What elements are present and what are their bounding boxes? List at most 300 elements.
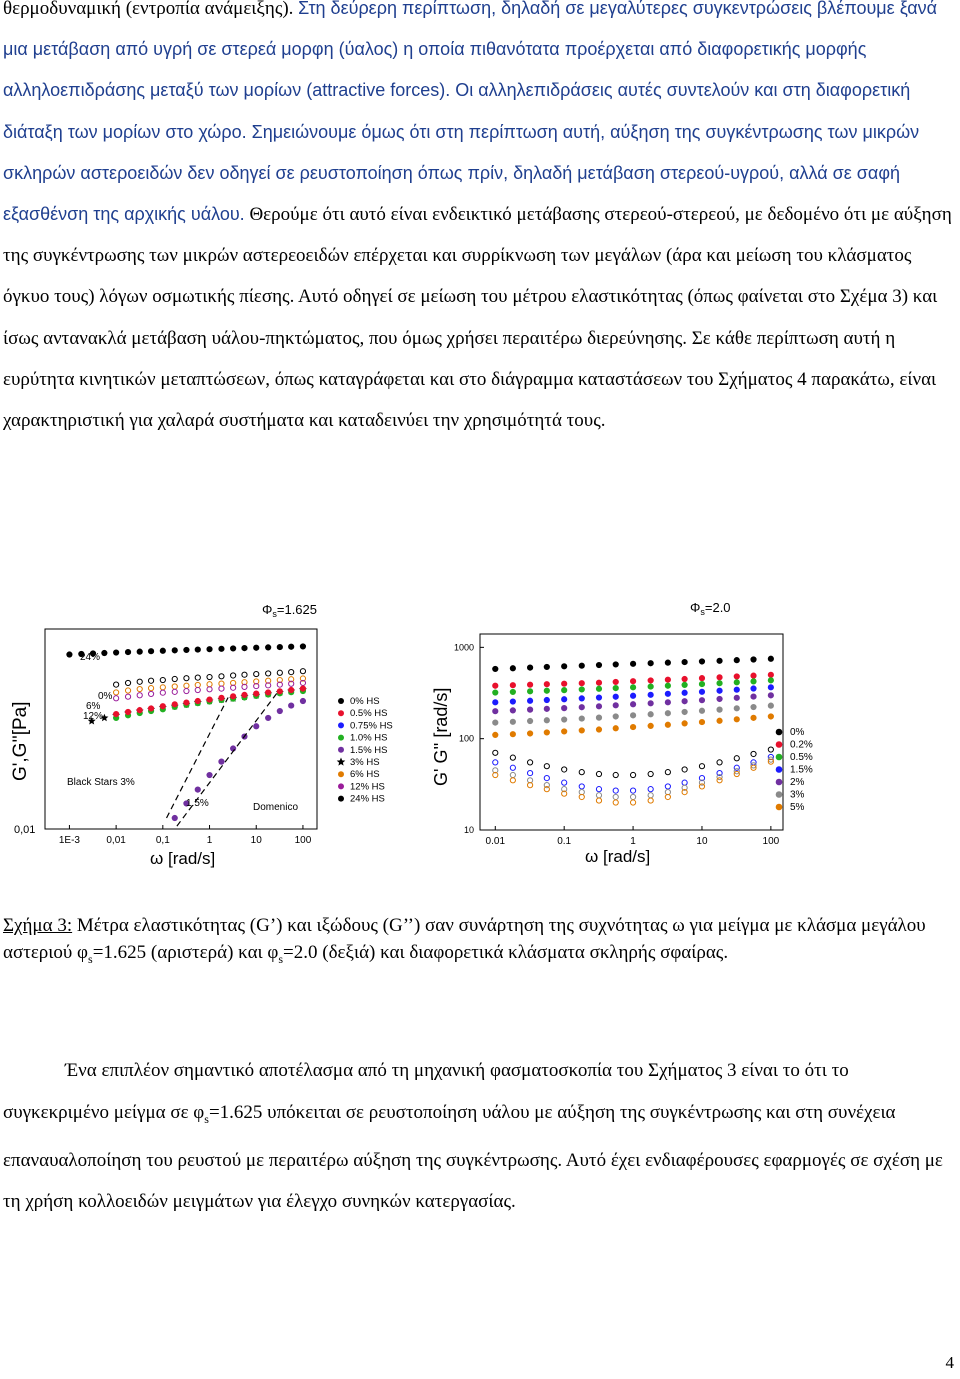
x-tick-label: 100 bbox=[762, 836, 780, 847]
data-point bbox=[125, 649, 130, 654]
data-point bbox=[699, 784, 704, 789]
data-point bbox=[277, 644, 282, 649]
data-point bbox=[102, 650, 107, 655]
x-tick-label: 10 bbox=[696, 836, 708, 847]
data-point bbox=[184, 676, 189, 681]
data-point bbox=[734, 674, 739, 679]
data-point bbox=[510, 772, 515, 777]
figure-caption bbox=[3, 912, 955, 973]
data-point bbox=[289, 670, 294, 675]
data-point bbox=[544, 764, 549, 769]
data-point bbox=[207, 674, 212, 679]
data-point bbox=[184, 647, 189, 652]
caption-text: =1.625 (αριστερά) και φ bbox=[92, 942, 279, 963]
y-tick-label: 1000 bbox=[453, 642, 474, 653]
data-point bbox=[682, 709, 687, 714]
data-point bbox=[613, 679, 618, 684]
legend-marker bbox=[338, 783, 344, 789]
data-point bbox=[579, 705, 584, 710]
data-point bbox=[613, 703, 618, 708]
legend-label: 3% bbox=[790, 789, 805, 801]
data-point bbox=[596, 771, 601, 776]
data-point bbox=[300, 686, 305, 691]
data-point bbox=[114, 696, 119, 701]
data-point bbox=[125, 709, 130, 714]
data-point bbox=[300, 669, 305, 674]
data-point bbox=[734, 658, 739, 663]
data-point bbox=[289, 703, 294, 708]
data-point bbox=[699, 698, 704, 703]
data-point bbox=[254, 645, 259, 650]
data-point bbox=[562, 767, 567, 772]
data-point bbox=[630, 724, 635, 729]
data-point bbox=[596, 793, 601, 798]
legend-marker bbox=[776, 791, 783, 798]
data-point bbox=[562, 729, 567, 734]
data-point bbox=[510, 732, 515, 737]
data-point bbox=[527, 689, 532, 694]
paragraph-text: Θερούμε ότι αυτό είναι ενδεικτικό μετάβασης στερεού-στερεού, με δεδομένο ότι με αύξηση της συγκέντρωσης των μικρών αστερεοειδών επέρχεται και συρρίκνωση των μεγάλων (άρα και μείωση του κλάσματος όγκυο τους) λόγων οσμωτικής πίεσης. Αυτό οδηγεί σε μείωση του μέτρου ελαστικότητας (όπως φαίνεται στο Σχέμα 3) και ίσως αντανακλά μετάβαση υάλου-πηκτώματος, που όμως χρήσει περαιτέρω διερεύνησης. Σε κάθε περίπτωση αυτή η ευρύτητα κινητικών μεταπτώσεων, όπως καταγράφεται και στο διάγραμμα καταστάσεων του Σχήματος 4 παρακάτω, είναι χαρακτηριστική για χαλαρά συστήματα και καταδεινύει την χρησιμότητά τους. bbox=[3, 204, 952, 432]
legend-marker bbox=[338, 771, 344, 777]
x-tick-label: 0,01 bbox=[106, 835, 126, 846]
legend-label: 5% bbox=[790, 802, 805, 813]
paragraph-text: θερμοδυναμική (εντροπία ανάμειξης). bbox=[3, 0, 299, 19]
data-point bbox=[665, 770, 670, 775]
data-point bbox=[207, 682, 212, 687]
figure-3-charts bbox=[0, 596, 960, 876]
data-point bbox=[219, 759, 224, 764]
data-point bbox=[114, 650, 119, 655]
right-chart bbox=[431, 600, 813, 866]
x-tick-label: 100 bbox=[294, 835, 312, 846]
data-point bbox=[231, 694, 236, 699]
legend-marker bbox=[776, 779, 783, 786]
data-point bbox=[699, 676, 704, 681]
data-point bbox=[699, 659, 704, 664]
data-point bbox=[630, 788, 635, 793]
data-point bbox=[266, 715, 271, 720]
right-chart-title: $\Phi_s=2.0$ bbox=[690, 600, 731, 617]
data-point bbox=[734, 717, 739, 722]
body-paragraph-2 bbox=[3, 1050, 955, 1223]
data-point bbox=[195, 698, 200, 703]
data-point bbox=[699, 689, 704, 694]
legend-label: 0.75% HS bbox=[350, 720, 393, 732]
data-point bbox=[544, 697, 549, 702]
data-point bbox=[613, 685, 618, 690]
data-point bbox=[172, 676, 177, 681]
data-point bbox=[527, 682, 532, 687]
data-point bbox=[665, 700, 670, 705]
data-point bbox=[544, 718, 549, 723]
data-point bbox=[682, 676, 687, 681]
data-point bbox=[137, 679, 142, 684]
data-point bbox=[768, 672, 773, 677]
data-point bbox=[717, 675, 722, 680]
data-point bbox=[579, 716, 584, 721]
data-point bbox=[493, 732, 498, 737]
data-point bbox=[148, 686, 153, 691]
paragraph-text: =1.625 υπόκειται σε ρευστοποίηση υάλου με αύξηση της συγκέντρωσης και στη συνέχεια επαναυαλοποίηση του ρευστού με περαιτέρω αύξηση της συγκέντρωσης. Αυτό έχει ενδιαφέρουσες εφαρμογές σε σχέση με τη χρήση κολλοειδών μειγμάτων για έλεγχο συνηκών κατεργασίας. bbox=[3, 1101, 943, 1213]
data-point bbox=[682, 682, 687, 687]
data-point bbox=[562, 780, 567, 785]
legend-label: 1.5% HS bbox=[350, 744, 388, 756]
right-chart-xlabel: ω [rad/s] bbox=[585, 847, 651, 866]
data-point bbox=[242, 645, 247, 650]
data-point bbox=[630, 772, 635, 777]
data-point bbox=[493, 700, 498, 705]
annotation-6pct: 6% bbox=[86, 701, 101, 712]
data-point bbox=[648, 684, 653, 689]
data-point bbox=[67, 652, 72, 657]
legend-marker bbox=[776, 804, 783, 811]
data-point bbox=[195, 687, 200, 692]
data-point bbox=[596, 798, 601, 803]
data-point bbox=[630, 713, 635, 718]
data-point bbox=[613, 662, 618, 667]
data-point bbox=[544, 776, 549, 781]
data-point bbox=[648, 798, 653, 803]
data-point bbox=[184, 683, 189, 688]
data-point bbox=[579, 687, 584, 692]
data-point bbox=[527, 760, 532, 765]
data-point bbox=[544, 664, 549, 669]
data-point bbox=[751, 673, 756, 678]
data-point bbox=[699, 681, 704, 686]
right-chart-x-ticks bbox=[486, 826, 780, 847]
data-point bbox=[596, 787, 601, 792]
data-point bbox=[493, 760, 498, 765]
data-point bbox=[613, 726, 618, 731]
data-point bbox=[219, 646, 224, 651]
data-point bbox=[266, 671, 271, 676]
legend-marker bbox=[776, 729, 783, 736]
annotation-24pct: 24% bbox=[80, 652, 101, 663]
data-point bbox=[596, 727, 601, 732]
caption-subscript: s bbox=[88, 951, 93, 966]
data-point bbox=[172, 684, 177, 689]
data-point bbox=[493, 683, 498, 688]
data-point bbox=[630, 702, 635, 707]
paragraph-text: Ένα επιπλέον σημαντικό αποτέλασμα από τη μηχανική φασματοσκοπία του Σχήματος 3 είναι το ότι το συγκεκριμένο μείγμα σε φ bbox=[3, 1060, 849, 1123]
legend-marker bbox=[776, 754, 783, 761]
data-point bbox=[682, 721, 687, 726]
data-point bbox=[527, 698, 532, 703]
data-point bbox=[734, 687, 739, 692]
data-point bbox=[613, 714, 618, 719]
data-point bbox=[219, 686, 224, 691]
data-point bbox=[562, 697, 567, 702]
data-point bbox=[510, 666, 515, 671]
legend-marker bbox=[337, 758, 346, 766]
data-point bbox=[734, 706, 739, 711]
x-tick-label: 1 bbox=[630, 836, 636, 847]
data-point bbox=[160, 685, 165, 690]
data-point bbox=[613, 800, 618, 805]
data-point bbox=[544, 682, 549, 687]
legend-label: 1.0% HS bbox=[350, 732, 388, 744]
y-tick-label: 10 bbox=[463, 825, 474, 835]
data-point bbox=[160, 704, 165, 709]
data-point bbox=[137, 708, 142, 713]
caption-subscript: s bbox=[278, 951, 284, 966]
data-point bbox=[665, 691, 670, 696]
data-point bbox=[648, 771, 653, 776]
data-point bbox=[510, 699, 515, 704]
right-chart-y-ticks bbox=[454, 642, 484, 835]
data-point bbox=[596, 704, 601, 709]
data-point bbox=[266, 690, 271, 695]
data-point bbox=[579, 728, 584, 733]
left-chart-xlabel: ω [rad/s] bbox=[150, 849, 216, 868]
data-point bbox=[734, 756, 739, 761]
data-point bbox=[751, 686, 756, 691]
right-chart-plot-area bbox=[493, 656, 774, 805]
x-tick-label: 0.01 bbox=[485, 836, 506, 847]
legend-label: 0% bbox=[790, 727, 805, 738]
data-point bbox=[289, 687, 294, 692]
data-point bbox=[717, 696, 722, 701]
legend-label: 0.5% HS bbox=[350, 708, 388, 720]
data-point bbox=[184, 688, 189, 693]
legend-label: 3% HS bbox=[350, 757, 380, 768]
data-point bbox=[648, 787, 653, 792]
caption-text: Μέτρα ελαστικότητας (G’) και ιξώδους (G’’) σαν συνάρτηση της συχνότητας ω για μείγμα με κλάσμα μεγάλου αστεριού φ bbox=[3, 915, 926, 963]
caption-text: =2.0 (δεξιά) και διαφορετικά κλάσματα σκληρής σφαίρας. bbox=[283, 942, 729, 963]
data-point bbox=[682, 659, 687, 664]
data-point bbox=[114, 682, 119, 687]
annotation-domenico: Domenico bbox=[253, 802, 299, 813]
data-point bbox=[717, 688, 722, 693]
data-point bbox=[510, 778, 515, 783]
left-chart-ytick: 0,01 bbox=[14, 824, 36, 836]
left-chart-legend bbox=[337, 696, 393, 805]
data-point bbox=[562, 681, 567, 686]
data-point bbox=[768, 747, 773, 752]
legend-marker bbox=[338, 735, 344, 741]
data-point bbox=[493, 750, 498, 755]
data-point bbox=[148, 691, 153, 696]
data-point bbox=[751, 694, 756, 699]
data-point bbox=[195, 682, 200, 687]
data-point bbox=[544, 688, 549, 693]
data-point bbox=[579, 696, 584, 701]
data-point bbox=[579, 663, 584, 668]
data-point bbox=[493, 690, 498, 695]
data-point bbox=[277, 708, 282, 713]
data-point bbox=[160, 690, 165, 695]
data-point bbox=[195, 647, 200, 652]
data-point bbox=[562, 717, 567, 722]
data-point bbox=[195, 675, 200, 680]
data-point bbox=[613, 772, 618, 777]
data-point bbox=[562, 688, 567, 693]
legend-marker bbox=[338, 747, 344, 753]
annotation-1-5pct: 1.5% bbox=[186, 798, 209, 809]
data-point bbox=[231, 746, 236, 751]
data-point bbox=[219, 674, 224, 679]
data-point bbox=[717, 778, 722, 783]
data-point bbox=[665, 784, 670, 789]
data-point bbox=[184, 700, 189, 705]
legend-marker bbox=[338, 710, 344, 716]
legend-label: 1.5% bbox=[790, 764, 813, 776]
data-point bbox=[768, 678, 773, 683]
data-point bbox=[751, 679, 756, 684]
data-point bbox=[665, 677, 670, 682]
data-point bbox=[630, 679, 635, 684]
paragraph-text-highlighted: Στη δεύρερη περίπτωση, δηλαδή σε μεγαλύτερες συγκεντρώσεις βλέπουμε ξανά μια μετάβαση από υγρή σε στερεά μορφη (ύαλος) η οποία πιθανότατα προέρχεται από διαφορετικής μορφής αλληλοεπιδράσης μεταξύ των μορίων (attractive forces). Οι αλληλεπιδράσεις αυτές συντελούν και στη διαφορετική διάταξη των μορίων στο χώρο. Σημειώνουμε όμως ότι στη περίπτωση αυτή, αύξηση της συγκέντρωσης των μικρών σκληρών αστεροειδών δεν οδηγεί σε ρευστοποίηση όπως πρίν, δηλαδή μετάβαση στερεού-υγρού, αλλά σε σαφή εξασθένση της αρχικής υάλου. bbox=[3, 0, 938, 225]
data-point bbox=[148, 649, 153, 654]
y-tick-label: 100 bbox=[458, 733, 474, 744]
data-point bbox=[254, 671, 259, 676]
data-point bbox=[630, 661, 635, 666]
data-point bbox=[493, 709, 498, 714]
data-point bbox=[300, 644, 305, 649]
legend-marker bbox=[776, 766, 783, 773]
data-point bbox=[665, 660, 670, 665]
data-point bbox=[630, 800, 635, 805]
data-point bbox=[510, 708, 515, 713]
data-point bbox=[648, 678, 653, 683]
data-point bbox=[195, 787, 200, 792]
legend-label: 24% HS bbox=[350, 793, 385, 805]
data-point bbox=[596, 715, 601, 720]
data-point bbox=[510, 755, 515, 760]
data-point bbox=[579, 681, 584, 686]
data-point bbox=[682, 699, 687, 704]
data-point bbox=[207, 697, 212, 702]
data-point bbox=[768, 693, 773, 698]
data-point bbox=[277, 670, 282, 675]
data-point bbox=[510, 683, 515, 688]
data-point bbox=[254, 691, 259, 696]
data-point bbox=[768, 685, 773, 690]
data-point bbox=[125, 694, 130, 699]
data-point bbox=[172, 689, 177, 694]
data-point bbox=[172, 648, 177, 653]
data-point bbox=[527, 770, 532, 775]
data-point bbox=[768, 714, 773, 719]
data-point bbox=[717, 718, 722, 723]
caption-label: Σχήμα 3: bbox=[3, 915, 73, 936]
data-point bbox=[630, 794, 635, 799]
data-point bbox=[596, 686, 601, 691]
data-point bbox=[648, 723, 653, 728]
data-point bbox=[648, 692, 653, 697]
data-point bbox=[289, 644, 294, 649]
data-point bbox=[527, 707, 532, 712]
data-point bbox=[665, 683, 670, 688]
data-point bbox=[510, 719, 515, 724]
data-point bbox=[648, 712, 653, 717]
legend-marker bbox=[338, 796, 344, 802]
data-point bbox=[114, 712, 119, 717]
annotation-12pct: 12% bbox=[83, 711, 104, 722]
data-point bbox=[682, 690, 687, 695]
left-chart-x-ticks bbox=[59, 825, 312, 846]
data-point bbox=[717, 760, 722, 765]
data-point bbox=[172, 815, 177, 820]
data-point bbox=[493, 720, 498, 725]
data-point bbox=[751, 751, 756, 756]
data-point bbox=[613, 794, 618, 799]
legend-label: 0% HS bbox=[350, 696, 380, 707]
data-point bbox=[579, 784, 584, 789]
data-point bbox=[148, 706, 153, 711]
data-point bbox=[682, 767, 687, 772]
page-number: 4 bbox=[945, 1353, 954, 1372]
data-point bbox=[527, 665, 532, 670]
data-point bbox=[172, 702, 177, 707]
data-point bbox=[125, 680, 130, 685]
data-point bbox=[665, 722, 670, 727]
figure-3 bbox=[0, 596, 960, 876]
legend-label: 12% HS bbox=[350, 781, 385, 793]
right-chart-ylabel: G' G'' [rad/s] bbox=[431, 687, 451, 786]
data-point bbox=[613, 788, 618, 793]
x-tick-label: 1 bbox=[206, 835, 213, 846]
right-chart-legend bbox=[776, 727, 813, 813]
data-point bbox=[148, 678, 153, 683]
data-point bbox=[219, 681, 224, 686]
data-point bbox=[768, 656, 773, 661]
data-point bbox=[734, 695, 739, 700]
data-point bbox=[231, 646, 236, 651]
legend-label: 2% bbox=[790, 777, 805, 788]
x-tick-label: 0.1 bbox=[557, 836, 572, 847]
data-point bbox=[717, 658, 722, 663]
data-point bbox=[242, 692, 247, 697]
data-point bbox=[207, 772, 212, 777]
data-point bbox=[254, 724, 259, 729]
data-point bbox=[665, 711, 670, 716]
legend-label: 6% HS bbox=[350, 769, 380, 781]
data-point bbox=[699, 764, 704, 769]
data-point bbox=[300, 698, 305, 703]
data-point bbox=[648, 793, 653, 798]
data-point bbox=[613, 694, 618, 699]
data-point bbox=[751, 715, 756, 720]
body-paragraph-1 bbox=[3, 0, 955, 441]
paragraph-subscript: s bbox=[204, 1111, 209, 1126]
data-point bbox=[510, 765, 515, 770]
data-point bbox=[493, 666, 498, 671]
x-tick-label: 10 bbox=[250, 835, 262, 846]
data-point bbox=[682, 780, 687, 785]
data-point bbox=[207, 687, 212, 692]
data-point bbox=[277, 689, 282, 694]
data-point bbox=[544, 730, 549, 735]
annotation-black-stars: Black Stars 3% bbox=[67, 777, 135, 788]
x-tick-label: 1E-3 bbox=[58, 835, 80, 846]
data-point bbox=[699, 708, 704, 713]
data-point bbox=[137, 686, 142, 691]
data-point bbox=[751, 657, 756, 662]
data-point bbox=[266, 645, 271, 650]
data-point bbox=[734, 680, 739, 685]
data-point bbox=[596, 695, 601, 700]
legend-marker bbox=[338, 698, 344, 704]
data-point bbox=[114, 690, 119, 695]
annotation-0pct: 0% bbox=[98, 691, 113, 702]
data-point bbox=[751, 704, 756, 709]
left-chart-ylabel: G',G''[Pa] bbox=[10, 701, 31, 781]
data-point bbox=[648, 661, 653, 666]
data-point bbox=[527, 731, 532, 736]
legend-label: 0.5% bbox=[790, 752, 813, 763]
data-point bbox=[219, 695, 224, 700]
